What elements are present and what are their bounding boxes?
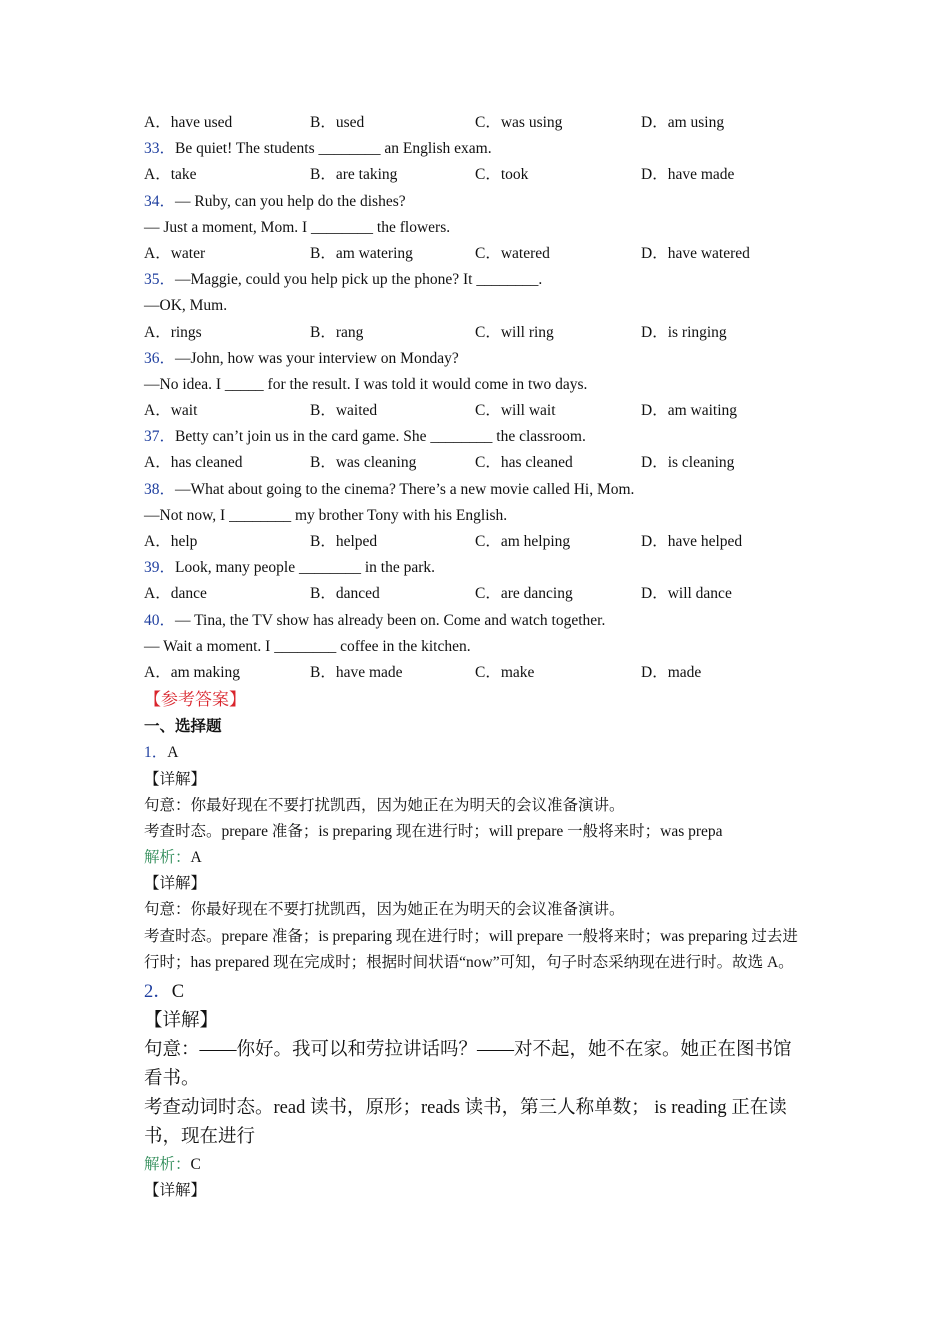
- option-b: B．danced: [310, 585, 380, 603]
- option-b: B．rang: [310, 323, 364, 341]
- question-39: [144, 555, 814, 581]
- sentence-meaning: 句意：你最好现在不要打扰凯西，因为她正在为明天的会议准备演讲。: [144, 901, 625, 919]
- option-a: A．am making: [144, 663, 240, 681]
- option-d: D．am using: [641, 114, 725, 131]
- option-c: C．am helping: [475, 533, 571, 550]
- question-text: —Maggie, could you help pick up the phone? It ________.: [175, 271, 543, 289]
- detail-label: 【详解】: [144, 770, 207, 788]
- option-b: B．helped: [310, 533, 378, 550]
- question-35-line-2: —OK, Mum.: [144, 297, 228, 315]
- option-a: A．rings: [144, 323, 202, 341]
- document-page: [144, 110, 814, 1204]
- question-text: — Tina, the TV show has already been on. Come and watch together.: [175, 611, 606, 629]
- option-c: C．make: [475, 663, 535, 681]
- option-c: C．will ring: [475, 323, 554, 341]
- question-38: [144, 477, 814, 503]
- question-number: 37．: [144, 428, 176, 446]
- option-c: C．took: [475, 166, 529, 184]
- question-text: —John, how was your interview on Monday?: [175, 349, 459, 367]
- option-a: A．water: [144, 244, 206, 262]
- detail-label: 【详解】: [144, 1182, 207, 1200]
- jiexi-value: A: [190, 849, 202, 867]
- question-37: [144, 424, 814, 450]
- answer-value: C: [171, 982, 185, 1003]
- option-c: C．are dancing: [475, 585, 573, 603]
- options-row-q39: [144, 581, 814, 607]
- sentence-meaning: 句意：你最好现在不要打扰凯西，因为她正在为明天的会议准备演讲。: [144, 796, 625, 814]
- option-a: A．has cleaned: [144, 454, 243, 472]
- jiexi-line: [144, 845, 814, 871]
- option-d: D．is ringing: [641, 323, 727, 341]
- option-c: C．watered: [475, 244, 550, 262]
- question-text: Look, many people ________ in the park.: [175, 559, 436, 577]
- option-c: C．was using: [475, 114, 563, 131]
- jiexi-value: C: [190, 1156, 201, 1174]
- question-34-line-2: — Just a moment, Mom. I ________ the flowers.: [144, 218, 451, 236]
- option-a: A．take: [144, 166, 197, 184]
- question-number: 39．: [144, 559, 176, 577]
- option-d: D．is cleaning: [641, 454, 735, 472]
- option-c: C．will wait: [475, 402, 556, 420]
- question-33: [144, 136, 814, 162]
- answer-2: [144, 978, 814, 1007]
- option-d: D．made: [641, 663, 702, 681]
- answer-value: A: [167, 744, 179, 762]
- question-number: 40．: [144, 611, 176, 629]
- question-text: —What about going to the cinema? There’s a new movie called Hi, Mom.: [175, 480, 635, 498]
- analysis-text: 考查动词时态。read 读书，原形；reads 读书，第三人称单数； is reading 正在读书，现在进行: [144, 1098, 787, 1148]
- question-36-line-2: —No idea. I _____ for the result. I was told it would come in two days.: [144, 375, 588, 393]
- question-number: 34．: [144, 192, 176, 210]
- options-row-q40: [144, 660, 814, 686]
- option-b: B．am watering: [310, 244, 413, 262]
- question-number: 36．: [144, 349, 176, 367]
- option-b: B．used: [310, 114, 365, 131]
- sentence-meaning: 句意：——你好。我可以和劳拉讲话吗？——对不起，她不在家。她正在图书馆看书。: [144, 1040, 792, 1090]
- question-40: [144, 608, 814, 634]
- question-40-line-2: — Wait a moment. I ________ coffee in the kitchen.: [144, 637, 471, 655]
- question-text: Betty can’t join us in the card game. She ________ the classroom.: [175, 428, 586, 446]
- question-text: Be quiet! The students ________ an English exam.: [175, 140, 492, 158]
- question-36: [144, 346, 814, 372]
- option-d: D．will dance: [641, 585, 732, 603]
- option-b: B．was cleaning: [310, 454, 417, 472]
- jiexi-label: 解析：: [144, 849, 191, 867]
- option-c: C．has cleaned: [475, 454, 573, 472]
- options-row-q34: [144, 241, 814, 267]
- question-38-line-2: —Not now, I ________ my brother Tony with his English.: [144, 506, 508, 524]
- option-b: B．waited: [310, 402, 378, 420]
- option-b: B．have made: [310, 663, 403, 681]
- option-d: D．am waiting: [641, 402, 737, 420]
- analysis-text: 考查时态。prepare 准备；is preparing 现在进行时；will prepare 一般将来时；was prepa: [144, 822, 723, 840]
- question-number: 38．: [144, 480, 176, 498]
- options-row-q36: [144, 398, 814, 424]
- options-row-q32: [144, 110, 814, 136]
- answer-key-title: 【参考答案】: [144, 690, 246, 710]
- option-a: A．dance: [144, 585, 207, 603]
- option-b: B．are taking: [310, 166, 398, 184]
- analysis-full-text: 考查时态。prepare 准备；is preparing 现在进行时；will prepare 一般将来时；was preparing 过去进行时；has prepared 现在完成时；根据时间状语“now”可知，句子时态采纳现在进行时。故选 A。: [144, 927, 798, 971]
- question-number: 33．: [144, 140, 176, 158]
- options-row-q35: [144, 320, 814, 346]
- detail-label: 【详解】: [144, 875, 207, 893]
- question-text: — Ruby, can you help do the dishes?: [175, 192, 406, 210]
- option-d: D．have watered: [641, 244, 750, 262]
- answer-number: 1．: [144, 744, 168, 762]
- answer-number: 2．: [144, 982, 172, 1003]
- option-d: D．have helped: [641, 533, 743, 550]
- detail-label: 【详解】: [144, 1011, 219, 1032]
- options-row-q33: [144, 162, 814, 188]
- question-number: 35．: [144, 271, 176, 289]
- jiexi-label: 解析：: [144, 1156, 191, 1174]
- answer-1: [144, 740, 814, 766]
- option-d: D．have made: [641, 166, 735, 184]
- question-35: [144, 267, 814, 293]
- option-a: A．help: [144, 533, 198, 550]
- option-a: A．have used: [144, 114, 233, 131]
- option-a: A．wait: [144, 402, 198, 420]
- options-row-q37: [144, 450, 814, 476]
- question-34: [144, 189, 814, 215]
- options-row-q38: [144, 529, 814, 555]
- section-heading: 一、选择题: [144, 718, 222, 736]
- jiexi-line: [144, 1152, 814, 1178]
